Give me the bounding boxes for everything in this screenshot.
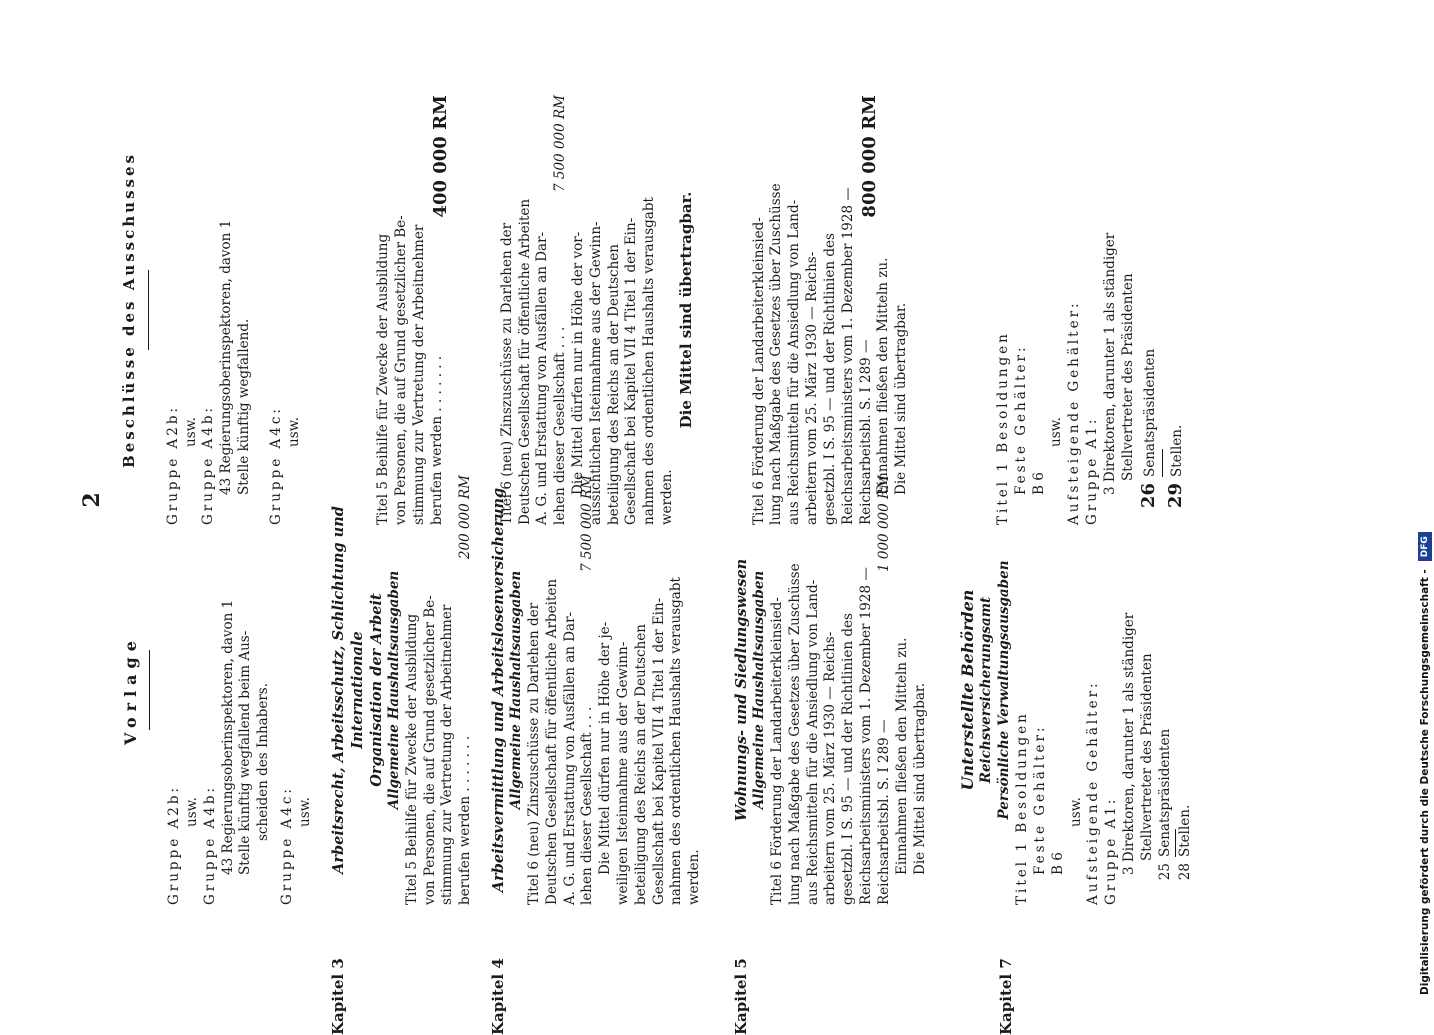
- titel-line: von Personen, die auf Grund gesetzlicher Be-: [393, 215, 410, 525]
- group-line: 43 Regierungsoberinspektoren, davon 1: [218, 219, 235, 495]
- usw-line: usw.: [1067, 797, 1084, 827]
- group-line: usw.: [182, 417, 199, 447]
- titel-line: A. G. und Erstattung von Ausfällen an Dar-: [561, 611, 578, 905]
- note-line: Die Mittel dürfen nur in Höhe der vor-: [569, 231, 586, 495]
- stellen-count: 28: [1177, 863, 1194, 881]
- group-line: Stelle künftig wegfallend.: [236, 318, 253, 495]
- titel-line: Titel 1 Besoldungen: [1014, 711, 1031, 905]
- titel-line: [552, 95, 570, 525]
- right-column: [120, 95, 1188, 525]
- section-kapitel-3: [328, 475, 475, 1035]
- titel-line: [876, 475, 894, 905]
- section-subheading: Persönliche Verwaltungsausgaben: [996, 560, 1013, 820]
- section-heading: Arbeitsvermittlung und Arbeitslosenversicherung: [490, 487, 508, 893]
- group-line: 43 Regierungsoberinspektoren, davon 1: [219, 599, 236, 875]
- group-label: Gruppe A2b:: [166, 784, 183, 905]
- credit-text: Digitalisierung gefördert durch die Deutsche Forschungsgemeinschaft -: [1419, 569, 1431, 995]
- section-heading: Arbeitsrecht, Arbeitsschutz, Schlichtung und Internationale: [329, 506, 366, 874]
- transfer-note: Die Mittel sind übertragbar.: [676, 191, 695, 429]
- group-label: Gruppe A4c:: [267, 406, 284, 525]
- aufsteigende-gehaelter: Aufsteigende Gehälter:: [1085, 680, 1102, 905]
- note-line: weiligen Isteinnahme aus der Gewinn-: [615, 641, 632, 905]
- kapitel-label: Kapitel 4: [489, 958, 508, 1035]
- group-line: usw.: [285, 417, 302, 447]
- titel-line: aus Reichsmitteln für die Ansiedlung von Land-: [786, 199, 803, 525]
- amount: 1 000 000 RM: [875, 475, 892, 572]
- titel-line: Titel 1 Besoldungen: [994, 331, 1011, 525]
- titel-last-text: Reichsarbeitsbl. S. I 289 —: [875, 719, 892, 905]
- titel-line: [428, 95, 451, 525]
- amount: 200 000 RM: [457, 475, 474, 560]
- note-line: nahmen des ordentlichen Haushalts verausgabt: [668, 577, 685, 905]
- titel-line: [457, 475, 475, 905]
- divider: [149, 650, 150, 730]
- note-line: werden.: [686, 849, 703, 905]
- note-line: Einnahmen fließen den Mitteln zu.: [893, 637, 910, 875]
- senats-label: Senatspräsidenten: [1142, 348, 1159, 477]
- section-kapitel-7: [957, 475, 1195, 1035]
- section-heading: Organisation der Arbeit: [367, 593, 385, 787]
- titel-line: Reichsarbeitsministers vom 1. Dezember 1928 —: [858, 567, 875, 905]
- group-block: [268, 95, 304, 525]
- page-number: 2: [79, 492, 105, 508]
- titel-line: Titel 6 (neu) Zinszuschüsse zu Darlehen der: [525, 602, 542, 905]
- aufsteigende-gehaelter: Aufsteigende Gehälter:: [1066, 300, 1083, 525]
- group-label: Gruppe A2b:: [164, 404, 181, 525]
- left-column-header: Vorlage: [121, 635, 140, 745]
- note-line: werden.: [659, 469, 676, 525]
- gruppe-label: Gruppe A1:: [1103, 796, 1120, 905]
- direktoren-line: Stellvertreter des Präsidenten: [1138, 653, 1155, 861]
- titel-line: Reichsarbeitsministers vom 1. Dezember 1928 —: [839, 187, 856, 525]
- sum-rule: [1162, 449, 1163, 477]
- section-kapitel-4: [489, 475, 704, 1035]
- titel-line: Deutschen Gesellschaft für öffentliche Arbeiten: [516, 198, 533, 525]
- senats-row: [1157, 475, 1175, 905]
- titel-line: Deutschen Gesellschaft für öffentliche Arbeiten: [543, 578, 560, 905]
- group-block: [165, 95, 201, 525]
- titel-line: lung nach Maßgabe des Gesetzes über Zuschüsse: [786, 563, 803, 905]
- titel-line: [579, 475, 597, 905]
- amount: 7 500 000 RM: [579, 475, 596, 572]
- besoldung-b6: B 6: [1049, 852, 1066, 875]
- group-line: usw.: [183, 797, 200, 827]
- group-block: [279, 475, 315, 905]
- titel-line: gesetzbl. I S. 95 — und der Richtlinien des: [821, 233, 838, 525]
- right-column-header: Beschlüsse des Ausschusses: [120, 152, 138, 468]
- titel-line: Titel 5 Beihilfe für Zwecke der Ausbildung: [375, 233, 392, 525]
- senats-row: [1137, 95, 1161, 525]
- besoldung-b6: B 6: [1030, 472, 1047, 495]
- direktoren-line: Stellvertreter des Präsidenten: [1119, 273, 1136, 481]
- stellen-count: 29: [1165, 483, 1187, 509]
- titel-line: lung nach Maßgabe des Gesetzes über Zuschüsse: [768, 183, 785, 525]
- titel-line: Titel 5 Beihilfe für Zwecke der Ausbildung: [403, 613, 420, 905]
- group-label: Gruppe A4b:: [200, 404, 217, 525]
- titel-last-text: lehen dieser Gesellschaft . . .: [552, 326, 569, 525]
- section-kapitel-5: [732, 475, 929, 1035]
- digitization-credit: [1412, 5, 1434, 995]
- section-kapitel-7-beschluss: [939, 95, 1188, 525]
- sum-rule: [1175, 829, 1176, 857]
- amount: 800 000 RM: [858, 95, 880, 218]
- titel-last-text: lehen dieser Gesellschaft . . .: [579, 706, 596, 905]
- titel-line: Titel 6 (neu) Zinszuschüsse zu Darlehen der: [498, 222, 515, 525]
- section-subheading: Allgemeine Haushaltsausgaben: [385, 570, 402, 810]
- group-label: Gruppe A4c:: [278, 786, 295, 905]
- titel-line: stimmung zur Vertretung der Arbeitnehmer: [439, 604, 456, 905]
- titel-line: [857, 95, 880, 525]
- titel-last-text: berufen werden . . . . . . .: [457, 735, 474, 905]
- section-subheading: Allgemeine Haushaltsausgaben: [751, 570, 768, 810]
- note-line: Gesellschaft bei Kapitel VII 4 Titel 1 der Ein-: [650, 597, 667, 905]
- titel-line: gesetzbl. I S. 95 — und der Richtlinien des: [840, 613, 857, 905]
- note-line: beteiligung des Reichs an der Deutschen: [605, 244, 622, 525]
- titel-line: A. G. und Erstattung von Ausfällen an Dar-: [534, 231, 551, 525]
- gruppe-label: Gruppe A1:: [1084, 416, 1101, 525]
- feste-gehaelter: Feste Gehälter:: [1012, 344, 1029, 495]
- group-line: scheiden des Inhabers.: [255, 682, 272, 841]
- kapitel-label: Kapitel 3: [328, 958, 347, 1035]
- feste-gehaelter: Feste Gehälter:: [1031, 724, 1048, 875]
- group-block: [200, 95, 253, 525]
- titel-line: arbeitern vom 25. März 1930 — Reichs-: [822, 631, 839, 905]
- senats-label: Senatspräsidenten: [1156, 728, 1173, 857]
- note-line: Einnahmen fließen den Mitteln zu.: [875, 257, 892, 495]
- stellen-label: Stellen.: [1169, 424, 1186, 477]
- group-block: [202, 475, 273, 905]
- group-line: usw.: [296, 797, 313, 827]
- group-block: [166, 475, 202, 905]
- senats-count: 25: [1156, 863, 1173, 881]
- dfg-logo: DFG: [1418, 532, 1432, 561]
- kapitel-label: Kapitel 7: [997, 958, 1016, 1035]
- divider: [148, 270, 149, 350]
- note-line: Die Mittel dürfen nur in Höhe der je-: [597, 621, 614, 875]
- group-label: Gruppe A4b:: [201, 784, 218, 905]
- section-subheading: Reichsversicherungsamt: [978, 596, 995, 784]
- direktoren-line: 3 Direktoren, darunter 1 als ständiger: [1101, 232, 1118, 495]
- credit-text-container: [1412, 5, 1434, 995]
- amount: 7 500 000 RM: [552, 95, 569, 192]
- stellen-row: [1164, 95, 1188, 525]
- note-line: aussichtlichen Isteinnahme aus der Gewinn-: [587, 221, 604, 525]
- section-heading: Wohnungs- und Siedlungswesen: [733, 558, 751, 822]
- note-line: Die Mittel sind übertragbar.: [911, 682, 928, 875]
- stellen-label: Stellen.: [1177, 804, 1194, 857]
- titel-line: stimmung zur Vertretung der Arbeitnehmer: [411, 224, 428, 525]
- senats-count: 26: [1138, 483, 1160, 509]
- titel-line: von Personen, die auf Grund gesetzlicher Be-: [421, 595, 438, 905]
- section-kapitel-5-beschluss: [711, 95, 911, 525]
- note-line: Gesellschaft bei Kapitel VII 4 Titel 1 der Ein-: [623, 217, 640, 525]
- note-line: nahmen des ordentlichen Haushalts verausgabt: [641, 197, 658, 525]
- titel-line: aus Reichsmitteln für die Ansiedlung von Land-: [804, 579, 821, 905]
- titel-line: arbeitern vom 25. März 1930 — Reichs-: [804, 251, 821, 525]
- direktoren-line: 3 Direktoren, darunter 1 als ständiger: [1120, 612, 1137, 875]
- section-heading: Unterstellte Behörden: [958, 589, 978, 791]
- titel-last-text: Reichsarbeitsbl. S. I 289 —: [857, 339, 874, 525]
- titel-last-text: berufen werden . . . . . . .: [428, 355, 445, 525]
- note-line: beteiligung des Reichs an der Deutschen: [632, 624, 649, 905]
- kapitel-label: Kapitel 5: [732, 958, 751, 1035]
- section-kapitel-4-beschluss: [461, 95, 697, 525]
- left-column: [120, 475, 1195, 1035]
- section-subheading: Allgemeine Haushaltsausgaben: [508, 570, 525, 810]
- usw-line: usw.: [1048, 417, 1065, 447]
- titel-line: Titel 6 Förderung der Landarbeiterkleinsied-: [769, 597, 786, 905]
- stellen-row: [1177, 475, 1195, 905]
- amount: 400 000 RM: [429, 95, 451, 218]
- section-kapitel-3-beschluss: [317, 95, 451, 525]
- note-line: Die Mittel sind übertragbar.: [893, 302, 910, 495]
- titel-line: Titel 6 Förderung der Landarbeiterkleinsied-: [750, 217, 767, 525]
- group-line: Stelle künftig wegfallend beim Aus-: [237, 630, 254, 875]
